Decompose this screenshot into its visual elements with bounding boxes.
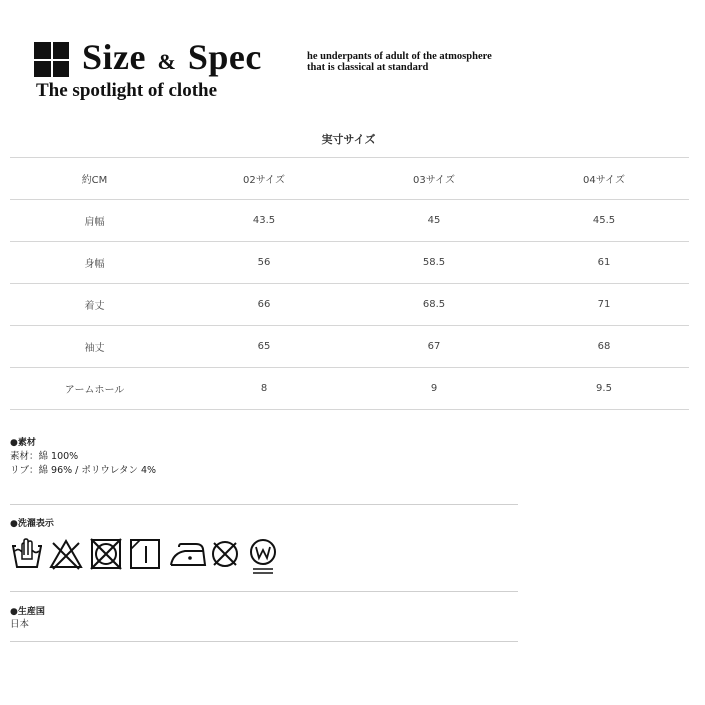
divider	[10, 591, 518, 592]
table-cell: 9	[349, 368, 519, 410]
divider	[10, 504, 518, 505]
tagline-line-1: he underpants of adult of the atmosphere	[307, 51, 492, 62]
title-word-size: Size	[82, 37, 146, 77]
table-cell: 9.5	[519, 368, 689, 410]
line-dry-icon	[128, 537, 162, 571]
title-word-spec: Spec	[187, 37, 262, 77]
table-cell: 58.5	[349, 242, 519, 284]
divider	[10, 641, 518, 642]
care-section	[10, 516, 518, 529]
table-cell: 68.5	[349, 284, 519, 326]
table-row	[10, 368, 689, 410]
origin-value: 日本	[10, 619, 30, 630]
table-header-cell: 04サイズ	[519, 158, 689, 200]
table-row	[10, 284, 689, 326]
row-label: 袖丈	[10, 326, 179, 368]
origin-heading: ●生産国	[10, 607, 45, 617]
iron-low-icon	[167, 537, 209, 571]
table-cell: 68	[519, 326, 689, 368]
table-row	[10, 326, 689, 368]
table-header-cell: 約CM	[10, 158, 179, 200]
no-bleach-icon	[49, 537, 83, 571]
table-cell: 66	[179, 284, 349, 326]
no-tumble-dry-icon	[89, 537, 123, 571]
material-heading: ●素材	[10, 438, 36, 448]
row-label: 身幅	[10, 242, 179, 284]
wet-clean-icon	[246, 537, 280, 575]
material-line-2: リブ：綿 96% / ポリウレタン 4%	[10, 465, 157, 476]
table-cell: 65	[179, 326, 349, 368]
table-header-cell: 03サイズ	[349, 158, 519, 200]
title-ampersand: &	[157, 49, 177, 74]
origin-section	[10, 604, 518, 632]
table-cell: 67	[349, 326, 519, 368]
table-cell: 56	[179, 242, 349, 284]
logo-grid-icon	[34, 42, 69, 77]
material-line-1: 素材：綿 100%	[10, 451, 79, 462]
table-cell: 45.5	[519, 200, 689, 242]
tagline-line-2: that is classical at standard	[307, 62, 429, 73]
table-header-row	[10, 158, 689, 200]
no-dry-clean-icon	[208, 537, 242, 571]
table-cell: 43.5	[179, 200, 349, 242]
row-label: アームホール	[10, 368, 179, 410]
page-title	[82, 36, 262, 78]
table-row	[10, 200, 689, 242]
material-section	[10, 435, 518, 478]
tagline	[307, 51, 492, 73]
table-cell: 61	[519, 242, 689, 284]
size-table	[10, 157, 689, 410]
table-header-cell: 02サイズ	[179, 158, 349, 200]
table-row	[10, 242, 689, 284]
row-label: 着丈	[10, 284, 179, 326]
table-cell: 8	[179, 368, 349, 410]
page-subtitle: The spotlight of clothe	[36, 80, 218, 101]
size-table-title: 実寸サイズ	[321, 133, 376, 146]
table-cell: 71	[519, 284, 689, 326]
care-heading: ●洗濯表示	[10, 519, 54, 529]
table-cell: 45	[349, 200, 519, 242]
row-label: 肩幅	[10, 200, 179, 242]
hand-wash-icon	[10, 537, 44, 571]
